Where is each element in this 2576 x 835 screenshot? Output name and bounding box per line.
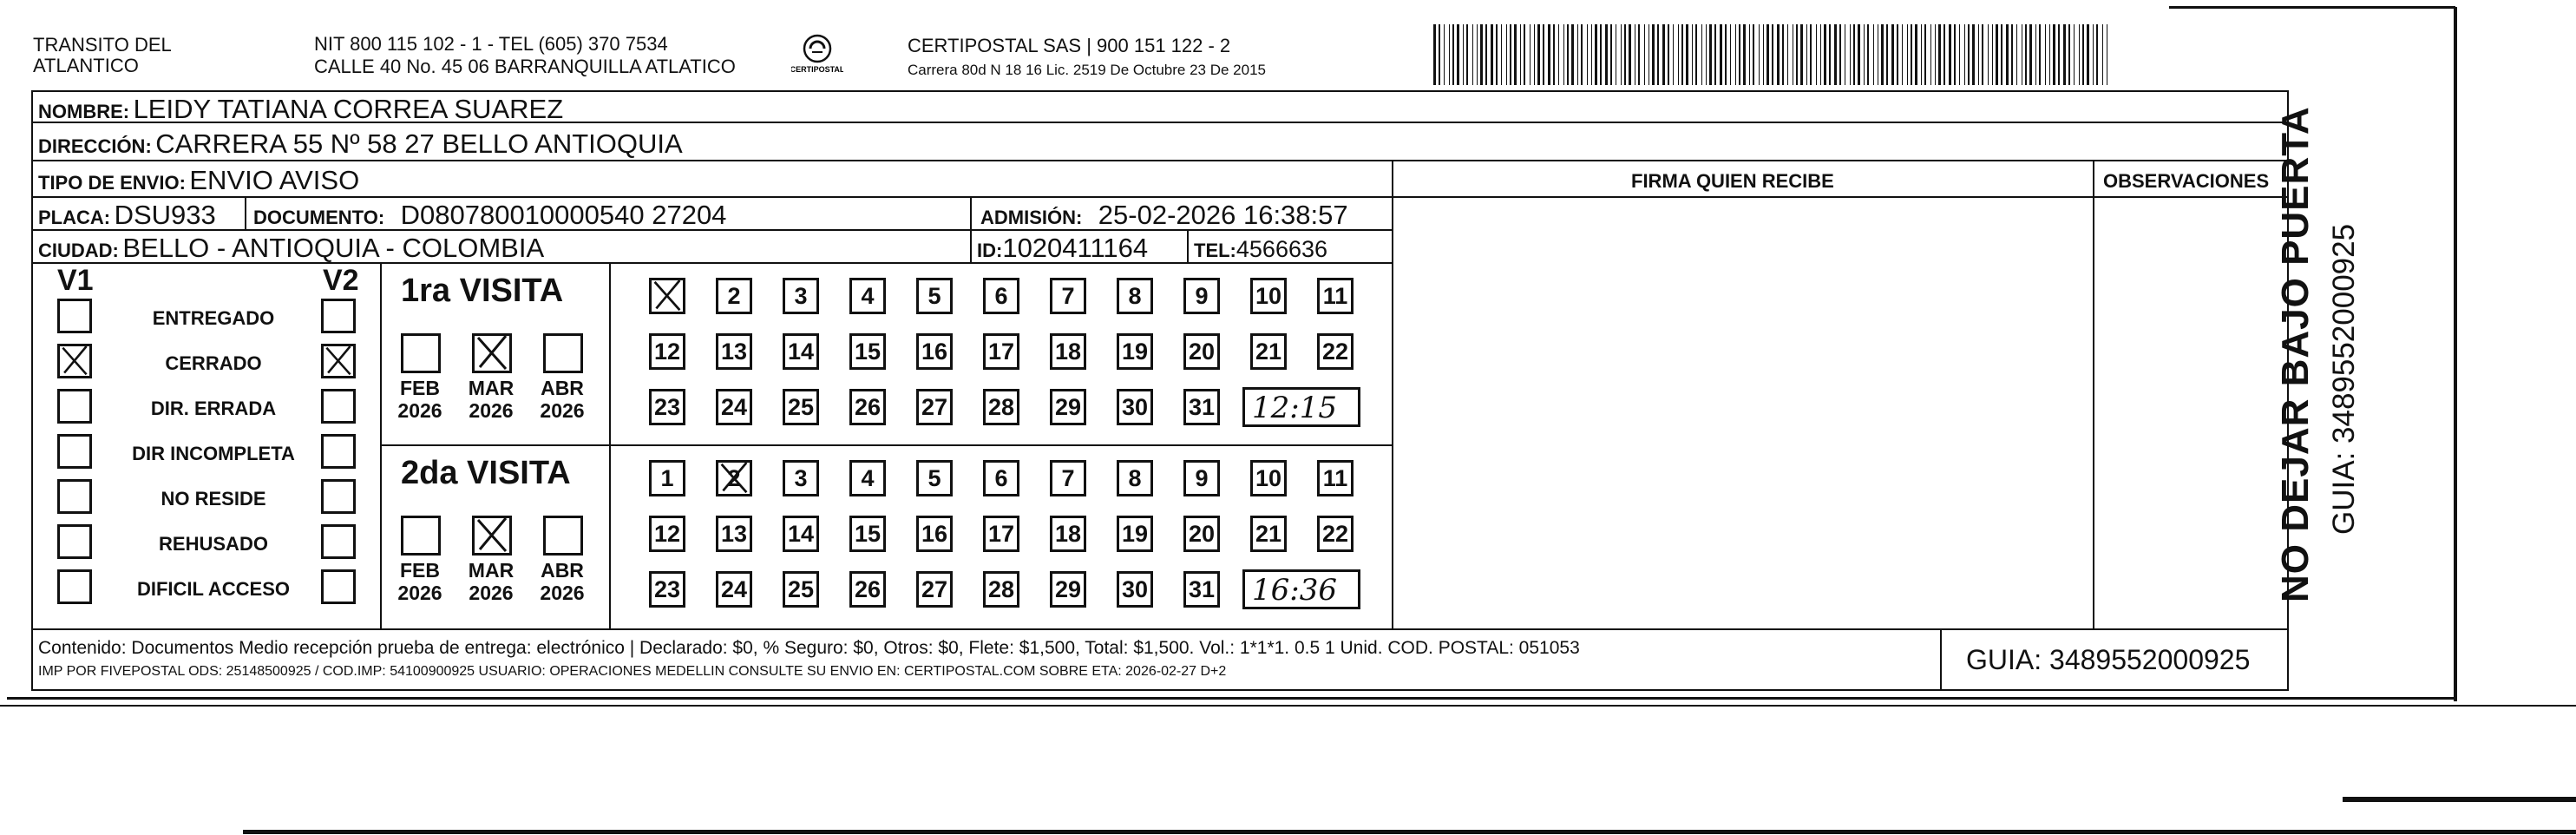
- day-box[interactable]: [1050, 333, 1086, 370]
- day-box[interactable]: [716, 571, 752, 608]
- observaciones-header: OBSERVACIONES: [2103, 170, 2270, 192]
- day-box[interactable]: [916, 389, 953, 425]
- rule: [970, 196, 972, 262]
- day-box[interactable]: [849, 516, 886, 552]
- day-box[interactable]: [649, 460, 685, 496]
- day-number: 9: [1195, 283, 1209, 309]
- footer-imp-line: IMP POR FIVEPOSTAL ODS: 25148500925 / COD.IMP: 54100900925 USUARIO: OPERACIONES MEDELLIN CONSULTE SU ENVIO EN: CERTIPOSTAL.COM SOBRE ETA: 2026-02-27 D+2: [38, 664, 1227, 679]
- bottom-strip: [0, 705, 2576, 835]
- day-number: 3: [794, 465, 808, 491]
- no-dejar-bajo-puerta: NO DEJAR BAJO PUERTA: [2274, 106, 2317, 602]
- status-v1-checkbox[interactable]: [57, 389, 92, 424]
- day-box[interactable]: [983, 516, 1019, 552]
- day-box[interactable]: [916, 516, 953, 552]
- month-checkbox[interactable]: [543, 333, 583, 373]
- day-box[interactable]: [649, 333, 685, 370]
- day-box[interactable]: [1183, 571, 1220, 608]
- day-box[interactable]: [783, 571, 819, 608]
- day-box[interactable]: [716, 278, 752, 314]
- status-v1-checkbox[interactable]: [57, 344, 92, 378]
- day-number: 4: [861, 465, 875, 491]
- day-number: 17: [987, 339, 1015, 365]
- side-guia: GUIA: 3489552000925: [2327, 223, 2361, 535]
- day-box[interactable]: [1117, 333, 1153, 370]
- month-label: [536, 559, 588, 604]
- day-number: 2: [727, 283, 741, 309]
- month-label: [536, 377, 588, 422]
- month-name: FEB: [400, 559, 440, 582]
- handwritten-time: 16:36: [1252, 573, 1337, 608]
- day-box[interactable]: [1250, 333, 1287, 370]
- direccion-field: DIRECCIÓN: CARRERA 55 Nº 58 27 BELLO ANTIOQUIA: [38, 128, 683, 159]
- bottom-rule: [2343, 797, 2576, 802]
- day-number: 14: [787, 521, 815, 547]
- day-number: 19: [1121, 521, 1149, 547]
- day-number: 27: [921, 394, 948, 420]
- status-label: DIR. ERRADA: [150, 398, 277, 419]
- address-line: CALLE 40 No. 45 06 BARRANQUILLA ATLATICO: [314, 56, 736, 77]
- rule: [1940, 628, 1942, 691]
- day-number: 13: [720, 339, 748, 365]
- card-right-edge: [2454, 7, 2457, 701]
- month-name: ABR: [541, 377, 584, 399]
- form-frame: [31, 90, 2289, 691]
- rule: [2093, 160, 2094, 630]
- day-box[interactable]: [1183, 389, 1220, 425]
- day-box[interactable]: [983, 333, 1019, 370]
- day-box[interactable]: [1250, 278, 1287, 314]
- status-v2-checkbox[interactable]: [321, 389, 356, 424]
- day-box[interactable]: [649, 389, 685, 425]
- certipostal-line-1: CERTIPOSTAL SAS | 900 151 122 - 2: [908, 35, 1231, 56]
- day-number: 18: [1054, 521, 1082, 547]
- day-number: 22: [1321, 339, 1349, 365]
- day-number: 29: [1054, 394, 1082, 420]
- day-number: 12: [653, 521, 681, 547]
- barcode: [1433, 24, 2117, 85]
- status-v2-checkbox[interactable]: [321, 479, 356, 514]
- v2-header: V2: [323, 264, 359, 297]
- day-box[interactable]: [849, 389, 886, 425]
- day-box[interactable]: [649, 516, 685, 552]
- bottom-rule-2: [243, 830, 2576, 834]
- rule: [1187, 229, 1189, 262]
- day-box[interactable]: [1250, 516, 1287, 552]
- month-year: 2026: [469, 399, 514, 422]
- month-label: [394, 377, 446, 422]
- month-name: FEB: [400, 377, 440, 399]
- day-box[interactable]: [1117, 460, 1153, 496]
- day-box[interactable]: [783, 278, 819, 314]
- day-number: 26: [854, 394, 882, 420]
- day-number: 10: [1255, 283, 1282, 309]
- svg-text:CERTIPOSTAL: CERTIPOSTAL: [791, 65, 843, 74]
- v1-header: V1: [57, 264, 94, 297]
- day-box[interactable]: [716, 460, 752, 496]
- footer-guia: GUIA: 3489552000925: [1966, 644, 2251, 675]
- day-box[interactable]: [1117, 389, 1153, 425]
- status-label: ENTREGADO: [152, 307, 275, 329]
- nit-line: NIT 800 115 102 - 1 - TEL (605) 370 7534: [314, 33, 668, 55]
- month-checkbox[interactable]: [543, 516, 583, 556]
- day-number: 8: [1128, 283, 1142, 309]
- day-number: 30: [1121, 394, 1149, 420]
- day-box[interactable]: [1117, 571, 1153, 608]
- handwritten-time: 12:15: [1252, 391, 1337, 425]
- day-number: 15: [854, 339, 882, 365]
- tipo-envio-field: TIPO DE ENVIO: ENVIO AVISO: [38, 165, 360, 195]
- status-v2-checkbox[interactable]: [321, 344, 356, 378]
- tel-field: TEL:4566636: [1194, 236, 1328, 262]
- day-number: 17: [987, 521, 1015, 547]
- day-number: 25: [787, 394, 815, 420]
- day-box[interactable]: [1250, 460, 1287, 496]
- day-number: 26: [854, 576, 882, 602]
- status-label: DIR INCOMPLETA: [132, 443, 295, 464]
- day-number: 22: [1321, 521, 1349, 547]
- day-box[interactable]: [1317, 516, 1354, 552]
- day-number: 3: [794, 283, 808, 309]
- day-box[interactable]: [1183, 516, 1220, 552]
- day-number: 24: [720, 394, 748, 420]
- day-box[interactable]: [1050, 460, 1086, 496]
- day-number: 6: [994, 283, 1008, 309]
- day-box[interactable]: [849, 460, 886, 496]
- rule: [380, 444, 1393, 446]
- day-box[interactable]: [916, 571, 953, 608]
- day-box[interactable]: [983, 571, 1019, 608]
- day-box[interactable]: [1183, 460, 1220, 496]
- status-v1-checkbox[interactable]: [57, 434, 92, 469]
- rule: [245, 196, 246, 231]
- month-year: 2026: [469, 582, 514, 604]
- month-checkbox[interactable]: [401, 333, 441, 373]
- visit-title: 2da VISITA: [401, 455, 571, 491]
- day-number: 12: [653, 339, 681, 365]
- month-name: MAR: [468, 559, 515, 582]
- rule: [1392, 196, 2289, 198]
- day-number: 11: [1322, 283, 1348, 309]
- month-checkbox[interactable]: [401, 516, 441, 556]
- visit-title: 1ra VISITA: [401, 273, 564, 309]
- day-number: 15: [854, 521, 882, 547]
- day-number: 16: [921, 521, 948, 547]
- status-v2-checkbox[interactable]: [321, 569, 356, 604]
- day-box[interactable]: [983, 278, 1019, 314]
- day-box[interactable]: [783, 516, 819, 552]
- certipostal-line-2: Carrera 80d N 18 16 Lic. 2519 De Octubre 23 De 2015: [908, 62, 1266, 78]
- day-box[interactable]: [849, 278, 886, 314]
- day-box[interactable]: [1317, 278, 1354, 314]
- day-box[interactable]: [1117, 278, 1153, 314]
- admision-field: ADMISIÓN: 25-02-2026 16:38:57: [980, 200, 1348, 230]
- ciudad-field: CIUDAD: BELLO - ANTIOQUIA - COLOMBIA: [38, 233, 545, 263]
- day-number: 31: [1188, 394, 1216, 420]
- status-v1-checkbox[interactable]: [57, 569, 92, 604]
- day-number: 4: [861, 283, 875, 309]
- id-field: ID:1020411164: [977, 233, 1149, 263]
- day-number: 27: [921, 576, 948, 602]
- day-box[interactable]: [849, 333, 886, 370]
- status-v2-checkbox[interactable]: [321, 434, 356, 469]
- day-box[interactable]: [1050, 571, 1086, 608]
- day-box[interactable]: [1183, 278, 1220, 314]
- day-box[interactable]: [1050, 278, 1086, 314]
- nombre-field: NOMBRE: LEIDY TATIANA CORREA SUAREZ: [38, 94, 564, 124]
- rule: [31, 628, 2289, 630]
- day-number: 5: [927, 465, 941, 491]
- day-box[interactable]: [849, 571, 886, 608]
- month-label: [465, 377, 517, 422]
- documento-field: DOCUMENTO: D080780010000540 27204: [253, 200, 727, 230]
- day-number: 9: [1195, 465, 1209, 491]
- day-number: 8: [1128, 465, 1142, 491]
- month-year: 2026: [397, 582, 442, 604]
- day-number: 10: [1255, 465, 1282, 491]
- month-name: MAR: [468, 377, 515, 399]
- day-box[interactable]: [983, 389, 1019, 425]
- day-number: 21: [1255, 339, 1282, 365]
- day-number: 16: [921, 339, 948, 365]
- day-number: 25: [787, 576, 815, 602]
- status-v2-checkbox[interactable]: [321, 299, 356, 333]
- day-box[interactable]: [783, 333, 819, 370]
- month-year: 2026: [397, 399, 442, 422]
- day-number: 23: [653, 394, 681, 420]
- status-label: REHUSADO: [159, 533, 268, 555]
- day-box[interactable]: [783, 389, 819, 425]
- month-year: 2026: [540, 399, 585, 422]
- footer-content-line: Contenido: Documentos Medio recepción prueba de entrega: electrónico | Declarado: $0, % Seguro: $0, Otros: $0, Flete: $1,500, Total: $1,500. Vol.: 1*1*1. 0.5 1 Unid. COD. POSTAL: 051053: [38, 638, 1580, 658]
- day-number: 13: [720, 521, 748, 547]
- month-year: 2026: [540, 582, 585, 604]
- day-box[interactable]: [649, 278, 685, 314]
- day-number: 28: [987, 394, 1015, 420]
- handwritten-time-box[interactable]: [1242, 569, 1360, 609]
- day-number: 7: [1061, 465, 1075, 491]
- day-number: 30: [1121, 576, 1149, 602]
- placa-field: PLACA: DSU933: [38, 200, 216, 230]
- rule: [31, 160, 2289, 161]
- day-number: 24: [720, 576, 748, 602]
- day-box[interactable]: [983, 460, 1019, 496]
- day-box[interactable]: [916, 278, 953, 314]
- day-number: 1: [660, 465, 674, 491]
- day-number: 28: [987, 576, 1015, 602]
- day-number: 11: [1322, 465, 1348, 491]
- certipostal-logo-icon: [791, 33, 843, 80]
- status-v1-checkbox[interactable]: [57, 524, 92, 559]
- month-label: [394, 559, 446, 604]
- month-name: ABR: [541, 559, 584, 582]
- day-number: 21: [1255, 521, 1282, 547]
- rule: [1392, 160, 1393, 630]
- day-number: 31: [1188, 576, 1216, 602]
- day-number: 5: [927, 283, 941, 309]
- day-number: 18: [1054, 339, 1082, 365]
- day-number: 23: [653, 576, 681, 602]
- day-number: 20: [1188, 521, 1216, 547]
- day-number: 2: [727, 465, 741, 491]
- day-box[interactable]: [716, 389, 752, 425]
- day-number: 7: [1061, 283, 1075, 309]
- day-box[interactable]: [916, 460, 953, 496]
- day-box[interactable]: [1050, 516, 1086, 552]
- status-v1-checkbox[interactable]: [57, 299, 92, 333]
- month-checkbox[interactable]: [472, 516, 512, 556]
- day-number: 19: [1121, 339, 1149, 365]
- day-number: 20: [1188, 339, 1216, 365]
- day-box[interactable]: [1317, 460, 1354, 496]
- status-v2-checkbox[interactable]: [321, 524, 356, 559]
- day-box[interactable]: [716, 333, 752, 370]
- day-box[interactable]: [716, 516, 752, 552]
- day-box[interactable]: [783, 460, 819, 496]
- company-name: TRANSITO DEL ATLANTICO: [33, 34, 172, 76]
- month-label: [465, 559, 517, 604]
- firma-header: FIRMA QUIEN RECIBE: [1631, 170, 1834, 192]
- handwritten-time-box[interactable]: [1242, 387, 1360, 427]
- card-top-edge: [2169, 6, 2455, 9]
- status-label: DIFICIL ACCESO: [136, 578, 290, 600]
- day-box[interactable]: [1317, 333, 1354, 370]
- status-label: NO RESIDE: [161, 488, 266, 510]
- status-label: CERRADO: [165, 352, 262, 374]
- day-number: 14: [787, 339, 815, 365]
- day-box[interactable]: [649, 571, 685, 608]
- day-number: 6: [994, 465, 1008, 491]
- day-number: 29: [1054, 576, 1082, 602]
- day-box[interactable]: [1050, 389, 1086, 425]
- status-v1-checkbox[interactable]: [57, 479, 92, 514]
- day-box[interactable]: [1183, 333, 1220, 370]
- day-box[interactable]: [1117, 516, 1153, 552]
- month-checkbox[interactable]: [472, 333, 512, 373]
- day-box[interactable]: [916, 333, 953, 370]
